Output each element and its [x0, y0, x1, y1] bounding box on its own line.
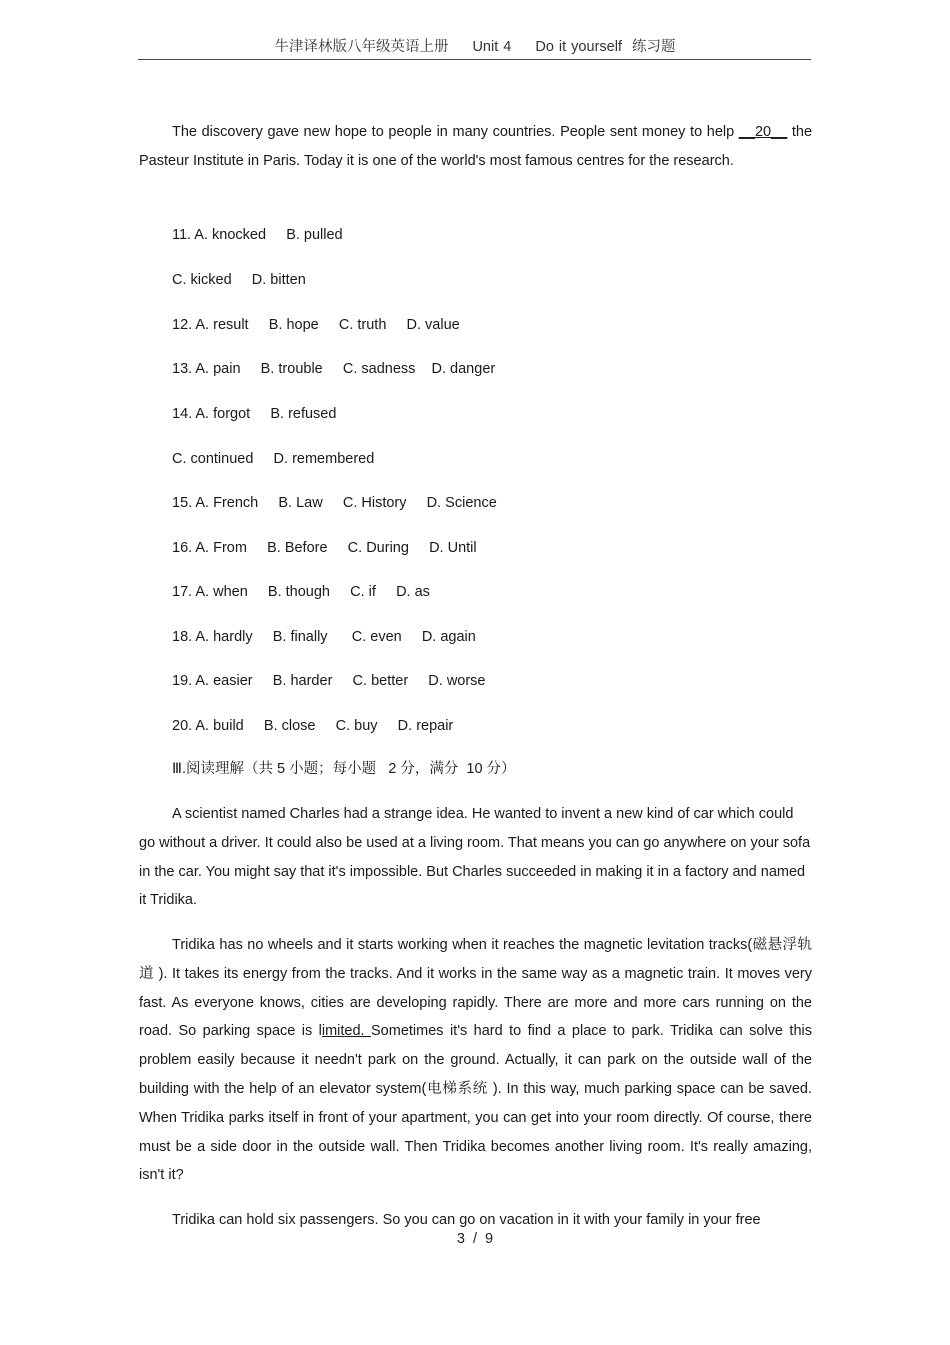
option-line: 14. A. forgot B. refused — [172, 406, 337, 422]
option-line: 11. A. knocked B. pulled — [172, 227, 343, 243]
option-line: 12. A. result B. hope C. truth D. value — [172, 317, 460, 333]
option-line: 13. A. pain B. trouble C. sadness D. danger — [172, 361, 496, 377]
option-line: C. kicked D. bitten — [172, 272, 306, 288]
option-line: 16. A. From B. Before C. During D. Until — [172, 540, 477, 556]
header-topic: Do it yourself — [535, 39, 622, 55]
option-line: 15. A. French B. Law C. History D. Science — [172, 495, 497, 511]
reading-paragraph-3: Tridika can hold six passengers. So you can go on vacation in it with your family in your free — [172, 1212, 761, 1228]
page-number: 3 / 9 — [456, 1231, 494, 1247]
reading-paragraph-2: Tridika has no wheels and it starts working when it reaches the magnetic levitation tracks(磁悬浮轨道 ). It takes its energy from the tracks. And it works in the same way as a magnetic train. It moves very fast. As everyone knows, cities are developing rapidly. There are more and more cars running on the road. So parking space is limited. Sometimes it's hard to find a place to park. Tridika can solve this problem easily because it needn't park on the ground. Actually, it can park on the outside wall of the building with the help of an elevator system(电梯系统 ). In this way, much parking space can be saved. When Tridika parks itself in front of your apartment, you can get into your room directly. Of course, there must be a side door in the outside wall. Then Tridika becomes another living room. It's really amazing, isn't it? — [139, 937, 812, 1184]
option-line: C. continued D. remembered — [172, 451, 375, 467]
page-header — [0, 35, 950, 56]
blank-20: __20__ — [738, 124, 788, 140]
header-type: 练习题 — [632, 39, 676, 55]
option-line: 17. A. when B. though C. if D. as — [172, 584, 430, 600]
header-title: 牛津译林版八年级英语上册 — [274, 39, 449, 55]
section-title: Ⅲ.阅读理解（共 5 小题；每小题 2 分，满分 10 分） — [172, 761, 516, 777]
cloze-final-paragraph: The discovery gave new hope to people in many countries. People sent money to help __20__ the Pasteur Institute in Paris. Today it is one of the world's most famous centres for the research. — [139, 124, 813, 169]
header-divider — [138, 59, 811, 60]
header-unit: Unit 4 — [472, 39, 512, 55]
reading-paragraph-1: A scientist named Charles had a strange idea. He wanted to invent a new kind of car which could go without a driver. It could also be used at a living room. That means you can go anywhere on your sofa in the car. You might say that it's impossible. But Charles succeeded in making it in a factory and named it Tridika. — [139, 806, 811, 909]
option-line: 18. A. hardly B. finally C. even D. again — [172, 629, 476, 645]
option-line: 19. A. easier B. harder C. better D. worse — [172, 673, 486, 689]
option-line: 20. A. build B. close C. buy D. repair — [172, 718, 454, 734]
underlined-word: imited. — [321, 1023, 372, 1040]
